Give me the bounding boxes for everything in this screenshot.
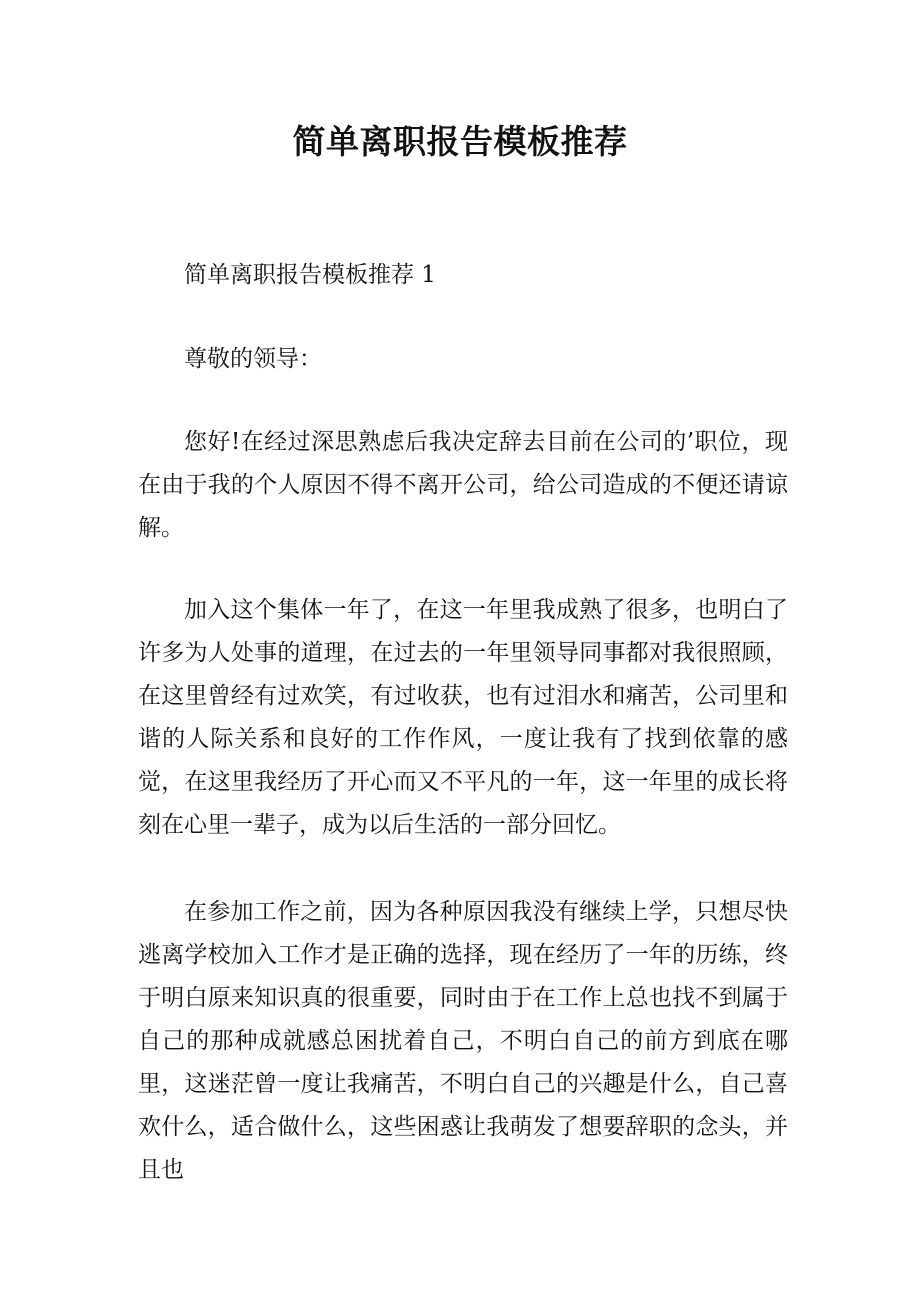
section-heading: 简单离职报告模板推荐 1 <box>184 262 436 288</box>
paragraph-2: 加入这个集体一年了，在这一年里我成熟了很多，也明白了许多为人处事的道理，在过去的一年里领导同事都对我很照顾，在这里曾经有过欢笑，有过收获，也有过泪水和痛苦，公司里和谐的人际关系和良好的工作作风，一度让我有了找到依靠的感觉，在这里我经历了开心而又不平凡的一年，这一年里的成长将刻在心里一辈子，成为以后生活的一部分回忆。 <box>138 597 788 838</box>
paragraph-3: 在参加工作之前，因为各种原因我没有继续上学，只想尽快逃离学校加入工作才是正确的选择，现在经历了一年的历练，终于明白原来知识真的很重要，同时由于在工作上总也找不到属于自己的那种成就感总困扰着自己，不明白自己的前方到底在哪里，这迷茫曾一度让我痛苦，不明白自己的兴趣是什么，自己喜欢什么，适合做什么，这些困惑让我萌发了想要辞职的念头，并且也 <box>138 899 788 1183</box>
paragraph-1: 您好!在经过深思熟虑后我决定辞去目前在公司的’职位，现在由于我的个人原因不得不离开公司，给公司造成的不便还请谅解。 <box>138 429 788 541</box>
document-title: 简单离职报告模板推荐 <box>292 122 628 161</box>
salutation: 尊敬的领导： <box>184 346 322 372</box>
